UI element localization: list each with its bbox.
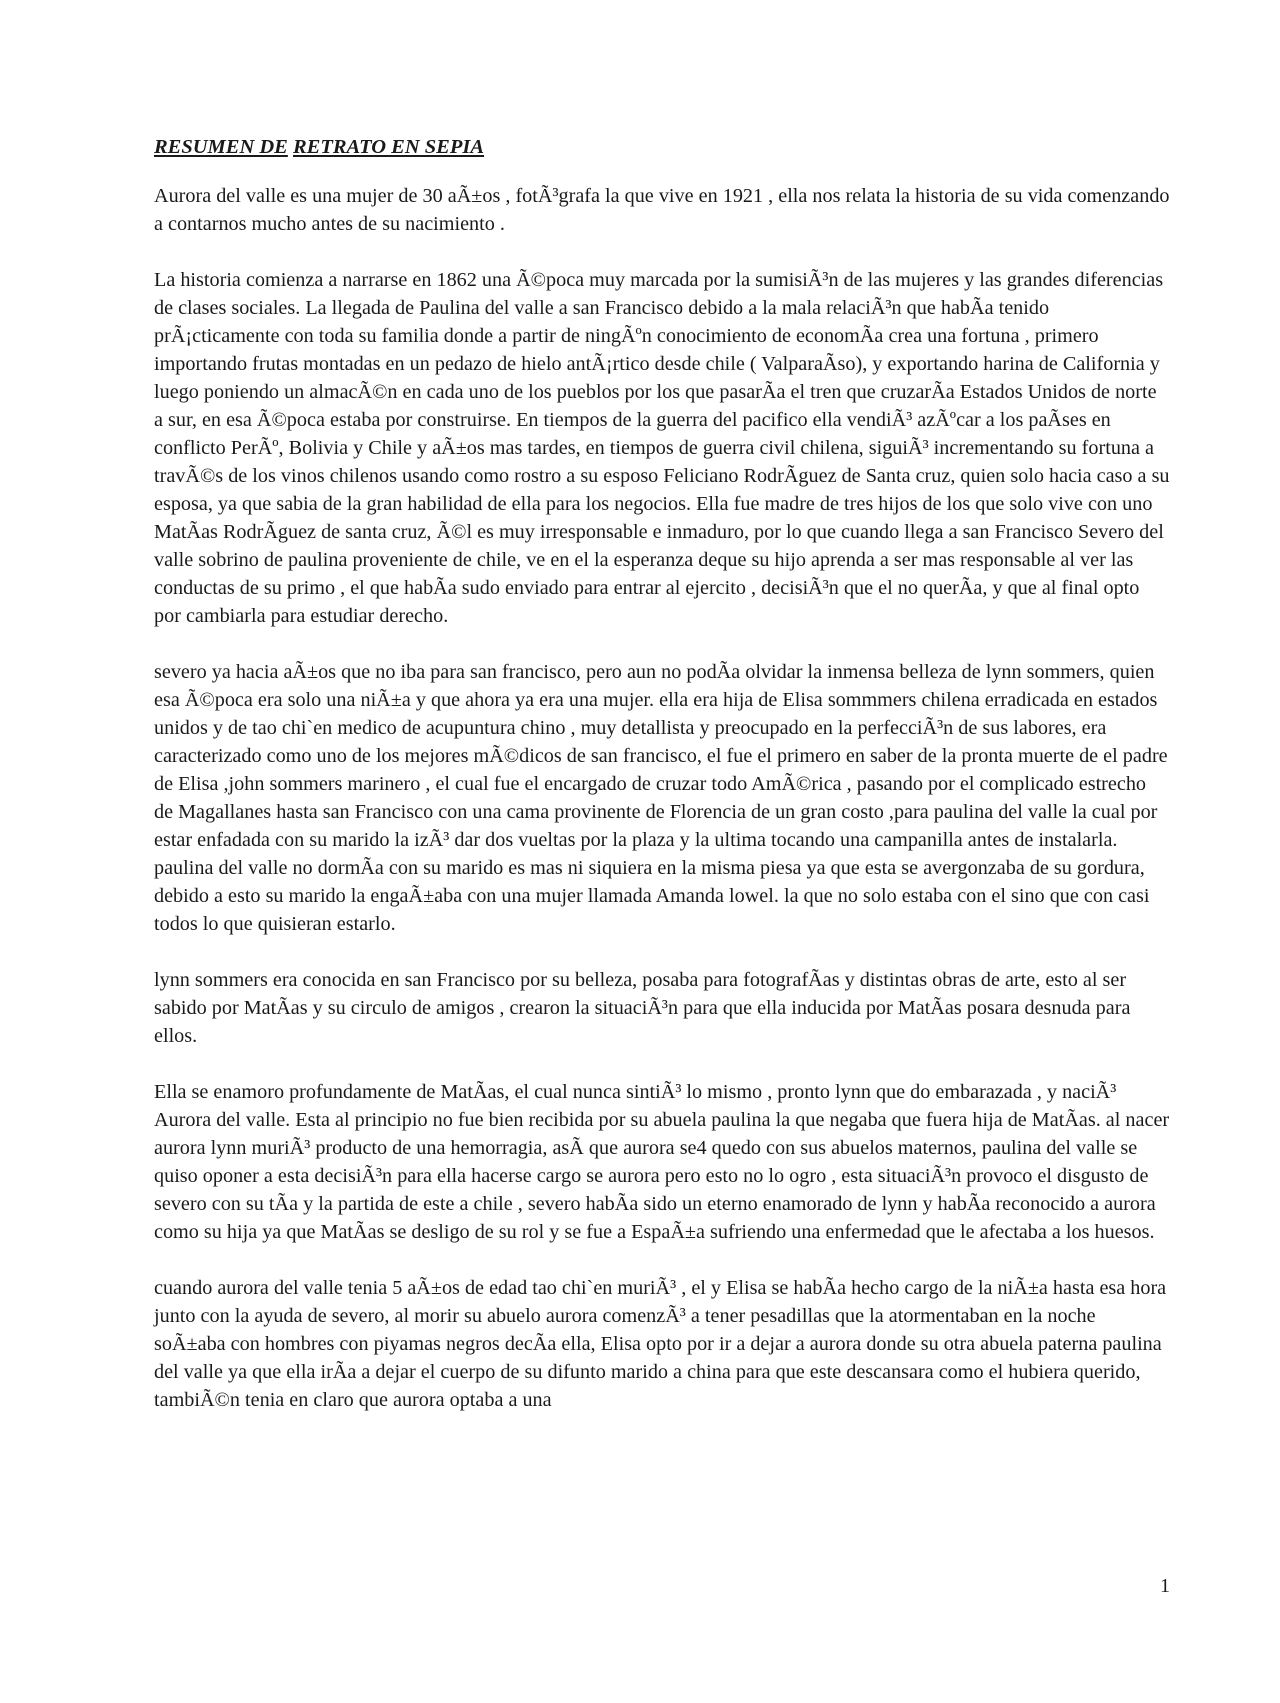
paragraph-4: lynn sommers era conocida en san Francisco por su belleza, posaba para fotografÃas y distintas obras de arte, esto al ser sabido por MatÃas y su circulo de amigos , crearon la situaciÃ³n para que ella inducida por MatÃas posara desnuda para ellos.	[154, 969, 1131, 1047]
paragraph-1: Aurora del valle es una mujer de 30 aÃ±os , fotÃ³grafa la que vive en 1921 , ella nos relata la historia de su vida comenzando a contarnos mucho antes de su nacimiento .	[154, 185, 1170, 235]
title-part-1: RESUMEN DE	[154, 136, 288, 158]
paragraph-6: cuando aurora del valle tenia 5 aÃ±os de edad tao chi`en muriÃ³ , el y Elisa se habÃa hecho cargo de la niÃ±a hasta esa hora junto con la ayuda de severo, al morir su abuelo aurora comenzÃ³ a tener pesadillas que la atormentaban en la noche soÃ±aba con hombres con piyamas negros decÃa ella, Elisa opto por ir a dejar a aurora donde su otra abuela paterna paulina del valle ya que ella irÃa a dejar el cuerpo de su difunto marido a china para que este descansara como el hubiera querido, tambiÃ©n tenia en claro que aurora optaba a una	[154, 1277, 1167, 1411]
paragraph-2: La historia comienza a narrarse en 1862 una Ã©poca muy marcada por la sumisiÃ³n de las mujeres y las grandes diferencias de clases sociales. La llegada de Paulina del valle a san Francisco debido a la mala relaciÃ³n que habÃa tenido prÃ¡cticamente con toda su familia donde a partir de ningÃºn conocimiento de economÃa crea una fortuna , primero importando frutas montadas en un pedazo de hielo antÃ¡rtico desde chile ( ValparaÃso), y exportando harina de California y luego poniendo un almacÃ©n en cada uno de los pueblos por los que pasarÃa el tren que cruzarÃa Estados Unidos de norte a sur, en esa Ã©poca estaba por construirse. En tiempos de la guerra del pacifico ella vendiÃ³ azÃºcar a los paÃses en conflicto PerÃº, Bolivia y Chile y aÃ±os mas tardes, en tiempos de guerra civil chilena, siguiÃ³ incrementando su fortuna a travÃ©s de los vinos chilenos usando como rostro a su esposo Feliciano RodrÃguez de Santa cruz, quien solo hacia caso a su esposa, ya que sabia de la gran habilidad de ella para los negocios. Ella fue madre de tres hijos de los que solo vive con uno MatÃas RodrÃguez de santa cruz, Ã©l es muy irresponsable e inmaduro, por lo que cuando llega a san Francisco Severo del valle sobrino de paulina proveniente de chile, ve en el la esperanza deque su hijo aprenda a ser mas responsable al ver las conductas de su primo , el que habÃa sudo enviado para entrar al ejercito , decisiÃ³n que el no querÃa, y que al final opto por cambiarla para estudiar derecho.	[154, 269, 1170, 627]
paragraph-5: Ella se enamoro profundamente de MatÃas, el cual nunca sintiÃ³ lo mismo , pronto lynn que do embarazada , y naciÃ³ Aurora del valle. Esta al principio no fue bien recibida por su abuela paulina la que negaba que fuera hija de MatÃas. al nacer aurora lynn muriÃ³ producto de una hemorragia, asÃ que aurora se4 quedo con sus abuelos maternos, paulina del valle se quiso oponer a esta decisiÃ³n para ella hacerse cargo se aurora pero esto no lo ogro , esta situaciÃ³n provoco el disgusto de severo con su tÃa y la partida de este a chile , severo habÃa sido un eterno enamorado de lynn y habÃa reconocido a aurora como su hija ya que MatÃas se desligo de su rol y se fue a EspaÃ±a sufriendo una enfermedad que le afectaba a los huesos.	[154, 1081, 1170, 1243]
paragraph-3: severo ya hacia aÃ±os que no iba para san francisco, pero aun no podÃa olvidar la inmensa belleza de lynn sommers, quien esa Ã©poca era solo una niÃ±a y que ahora ya era una mujer. ella era hija de Elisa sommmers chilena erradicada en estados unidos y de tao chi`en medico de acupuntura chino , muy detallista y preocupado en la perfecciÃ³n de sus labores, era caracterizado como uno de los mejores mÃ©dicos de san francisco, el fue el primero en saber de la pronta muerte de el padre de Elisa ,john sommers marinero , el cual fue el encargado de cruzar todo AmÃ©rica , pasando por el complicado estrecho de Magallanes hasta san Francisco con una cama provinente de Florencia de un gran costo ,para paulina del valle la cual por estar enfadada con su marido la izÃ³ dar dos vueltas por la plaza y la ultima tocando una campanilla antes de instalarla. paulina del valle no dormÃa con su marido es mas ni siquiera en la misma piesa ya que esta se avergonzaba de su gordura, debido a esto su marido la engaÃ±aba con una mujer llamada Amanda lowel. la que no solo estaba con el sino que con casi todos lo que quisieran estarlo.	[154, 661, 1168, 935]
document-title	[154, 133, 1170, 161]
page-number: 1	[1160, 1575, 1170, 1597]
document-body	[154, 133, 1170, 1442]
title-part-2: RETRATO EN SEPIA	[293, 136, 485, 158]
